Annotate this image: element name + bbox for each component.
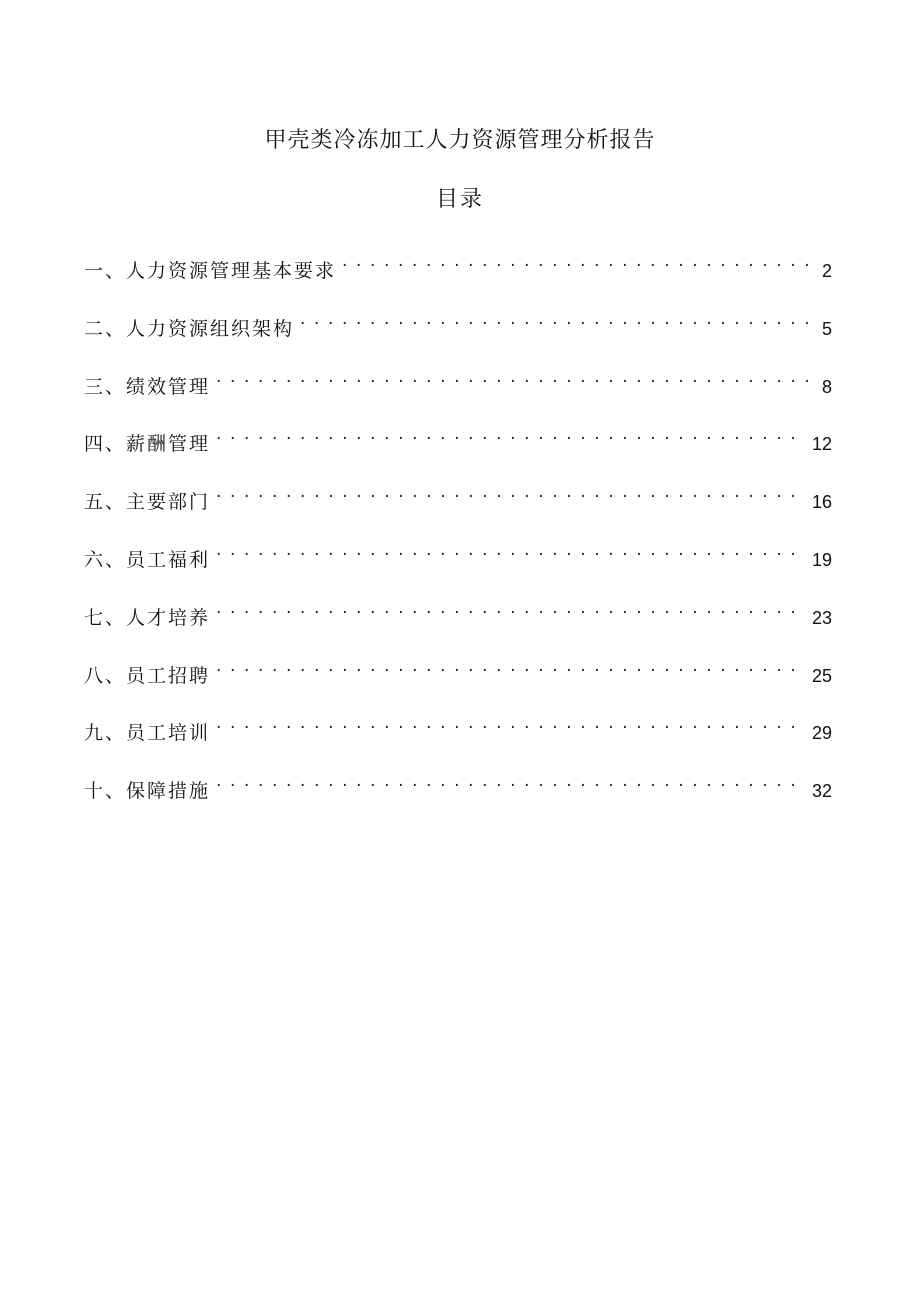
- toc-dot-leader: [216, 707, 806, 739]
- toc-entry-label: 一、人力资源管理基本要求: [84, 260, 337, 282]
- toc-entry-label: 七、人才培养: [84, 606, 211, 629]
- toc-entry-page: 2: [821, 261, 832, 281]
- document-title: 甲壳类冷冻加工人力资源管理分析报告: [264, 128, 656, 153]
- toc-entry-label: 八、员工招聘: [84, 664, 211, 687]
- toc-dot-leader: [300, 303, 816, 335]
- toc-entry[interactable]: [84, 418, 832, 476]
- toc-dot-leader: [216, 592, 806, 624]
- toc-dot-leader: [216, 650, 806, 682]
- toc-entry-label: 十、保障措施: [84, 780, 211, 803]
- toc-entry-page: 5: [821, 318, 832, 339]
- toc-entry[interactable]: [84, 650, 832, 708]
- toc-dot-leader: [216, 361, 816, 393]
- toc-entry-page: 29: [811, 723, 832, 744]
- toc-heading: 目录: [435, 187, 484, 212]
- toc-entry-label: 四、薪酬管理: [84, 433, 211, 456]
- toc-entry-label: 六、员工福利: [84, 548, 211, 571]
- toc-entry-label: 二、人力资源组织架构: [84, 317, 295, 340]
- toc-dot-leader: [216, 534, 806, 566]
- toc-entry-label: 三、绩效管理: [84, 375, 211, 398]
- toc-entry-page: 32: [811, 781, 832, 802]
- toc-entry-page: 16: [811, 492, 832, 513]
- toc-dot-leader: [216, 476, 806, 508]
- toc-entry[interactable]: [84, 245, 832, 303]
- toc-entry-label: 五、主要部门: [84, 491, 211, 514]
- toc-entry-page: 12: [811, 434, 832, 455]
- toc-entry[interactable]: [84, 534, 832, 592]
- toc-dot-leader: [216, 765, 806, 797]
- toc-entry-page: 19: [811, 549, 832, 570]
- toc-entry[interactable]: [84, 592, 832, 650]
- toc-entry[interactable]: [84, 303, 832, 361]
- toc-list: [84, 245, 832, 823]
- toc-dot-leader: [342, 245, 816, 277]
- toc-entry-page: 25: [811, 665, 832, 686]
- toc-entry[interactable]: [84, 476, 832, 534]
- toc-entry-label: 九、员工培训: [84, 722, 211, 745]
- toc-entry-page: 8: [821, 376, 832, 397]
- toc-entry[interactable]: [84, 361, 832, 419]
- toc-entry[interactable]: [84, 765, 832, 823]
- toc-entry-page: 23: [811, 607, 832, 628]
- toc-entry[interactable]: [84, 707, 832, 765]
- toc-dot-leader: [216, 418, 806, 450]
